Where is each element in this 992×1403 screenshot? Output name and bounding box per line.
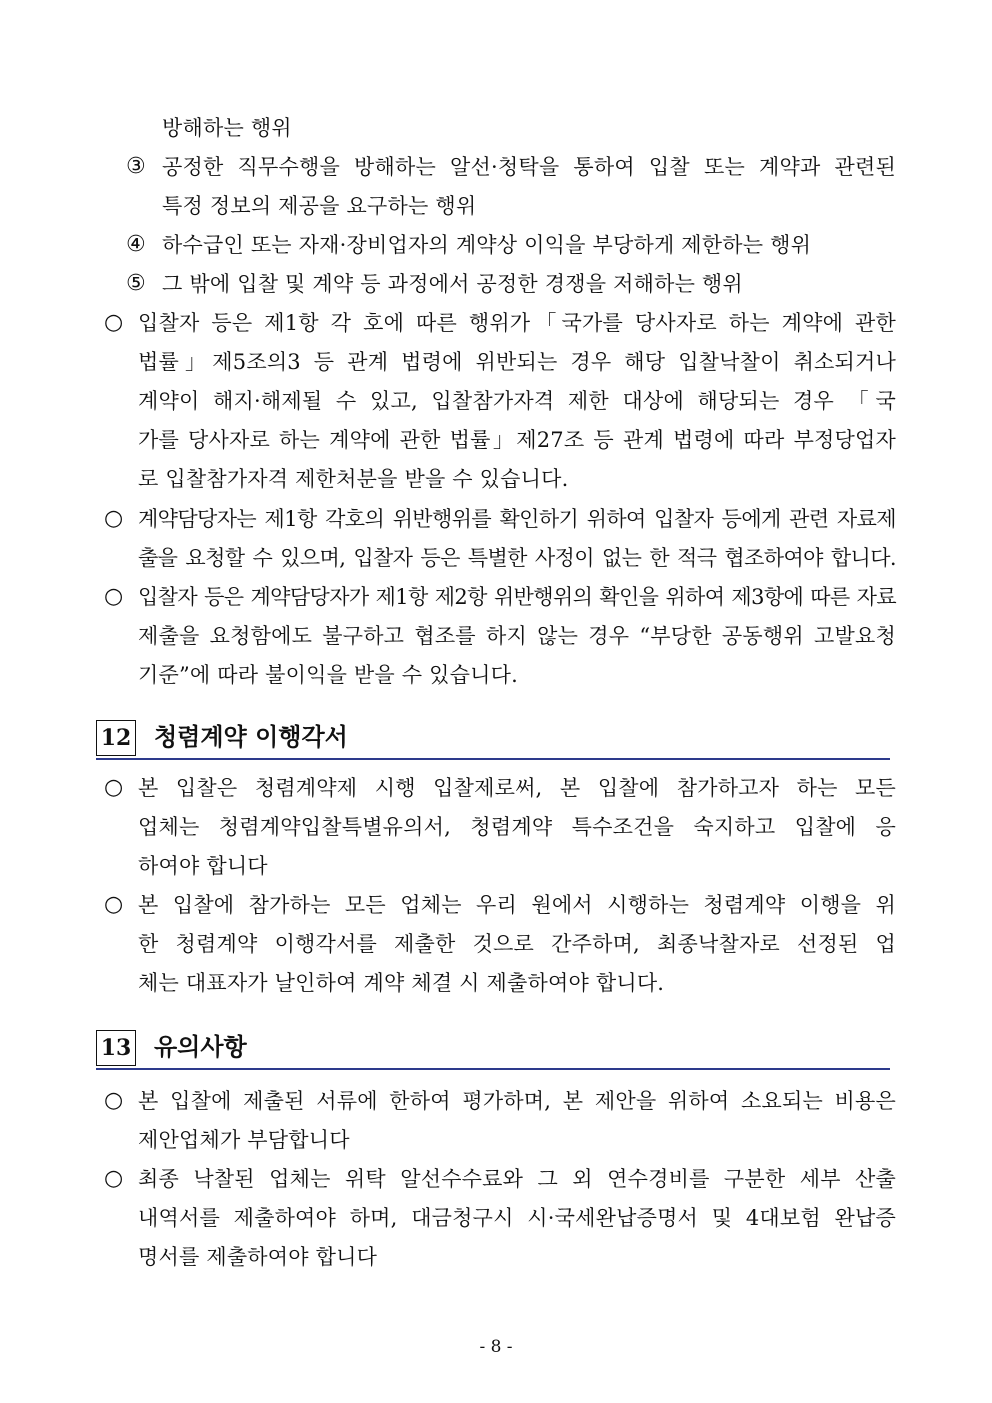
section-13-heading (96, 1030, 890, 1070)
item-3-line-2: 특정 정보의 제공을 요구하는 행위 (162, 194, 477, 218)
section-number-box: 13 (96, 1030, 136, 1066)
section-title: 청렴계약 이행각서 (154, 723, 348, 751)
item-3-line-1: 공정한 직무수행을 방해하는 알선·청탁을 통하여 입찰 또는 계약과 관련된 (162, 155, 896, 179)
item-4-line-1: 하수급인 또는 자재·장비업자의 계약상 이익을 부당하게 제한하는 행위 (162, 233, 812, 257)
bullet-text-line: 하여야 합니다 (138, 854, 268, 878)
bullet-text-line: 출을 요청할 수 있으며, 입찰자 등은 특별한 사정이 없는 한 적극 협조하여야 합니다. (138, 546, 896, 570)
bullet-circle: ○ (104, 1166, 124, 1191)
bullet-text-line: 입찰자 등은 계약담당자가 제1항 제2항 위반행위의 확인을 위하여 제3항에 따른 자료 (138, 585, 896, 609)
bullet-text-line: 법률」제5조의3 등 관계 법령에 위반되는 경우 해당 입찰낙찰이 취소되거나 (138, 350, 896, 374)
bullet-circle: ○ (104, 1088, 124, 1113)
bullet-text-line: 한 청렴계약 이행각서를 제출한 것으로 간주하며, 최종낙찰자로 선정된 업 (138, 932, 896, 956)
bullet-circle: ○ (104, 892, 124, 917)
bullet-text-line: 업체는 청렴계약입찰특별유의서, 청렴계약 특수조건을 숙지하고 입찰에 응 (138, 815, 896, 839)
bullet-circle: ○ (104, 506, 124, 531)
item-4-marker: ④ (126, 232, 146, 257)
bullet-text-line: 본 입찰은 청렴계약제 시행 입찰제로써, 본 입찰에 참가하고자 하는 모든 (138, 776, 896, 800)
bullet-text-line: 내역서를 제출하여야 하며, 대금청구시 시·국세완납증명서 및 4대보험 완납증 (138, 1206, 896, 1230)
item-2-continuation: 방해하는 행위 (162, 116, 292, 140)
bullet-text-line: 로 입찰참가자격 제한처분을 받을 수 있습니다. (138, 467, 569, 491)
bullet-text-line: 계약담당자는 제1항 각호의 위반행위를 확인하기 위하여 입찰자 등에게 관련 자료제 (138, 507, 896, 531)
item-3-marker: ③ (126, 154, 146, 179)
bullet-circle: ○ (104, 775, 124, 800)
bullet-text-line: 체는 대표자가 날인하여 계약 체결 시 제출하여야 합니다. (138, 971, 665, 995)
bullet-text-line: 본 입찰에 참가하는 모든 업체는 우리 원에서 시행하는 청렴계약 이행을 위 (138, 893, 896, 917)
bullet-circle: ○ (104, 310, 124, 335)
bullet-text-line: 입찰자 등은 제1항 각 호에 따른 행위가「국가를 당사자로 하는 계약에 관한 (138, 311, 896, 335)
bullet-text-line: 명서를 제출하여야 합니다 (138, 1245, 378, 1269)
page-number: - 8 - (479, 1337, 513, 1357)
section-title: 유의사항 (154, 1033, 247, 1061)
bullet-text-line: 계약이 해지·해제될 수 있고, 입찰참가자격 제한 대상에 해당되는 경우 「국 (138, 389, 896, 413)
bullet-text-line: 제출을 요청함에도 불구하고 협조를 하지 않는 경우 “부당한 공동행위 고발요청 (138, 624, 896, 648)
bullet-text-line: 최종 낙찰된 업체는 위탁 알선수수료와 그 외 연수경비를 구분한 세부 산출 (138, 1167, 896, 1191)
item-5-line-1: 그 밖에 입찰 및 계약 등 과정에서 공정한 경쟁을 저해하는 행위 (162, 272, 743, 296)
section-number-box: 12 (96, 720, 136, 756)
item-5-marker: ⑤ (126, 271, 146, 296)
bullet-circle: ○ (104, 584, 124, 609)
bullet-text-line: 본 입찰에 제출된 서류에 한하여 평가하며, 본 제안을 위하여 소요되는 비용은 (138, 1089, 896, 1113)
bullet-text-line: 제안업체가 부담합니다 (138, 1128, 350, 1152)
section-12-heading (96, 720, 890, 760)
bullet-text-line: 가를 당사자로 하는 계약에 관한 법률」제27조 등 관계 법령에 따라 부정당업자 (138, 428, 896, 452)
bullet-text-line: 기준”에 따라 불이익을 받을 수 있습니다. (138, 663, 518, 687)
